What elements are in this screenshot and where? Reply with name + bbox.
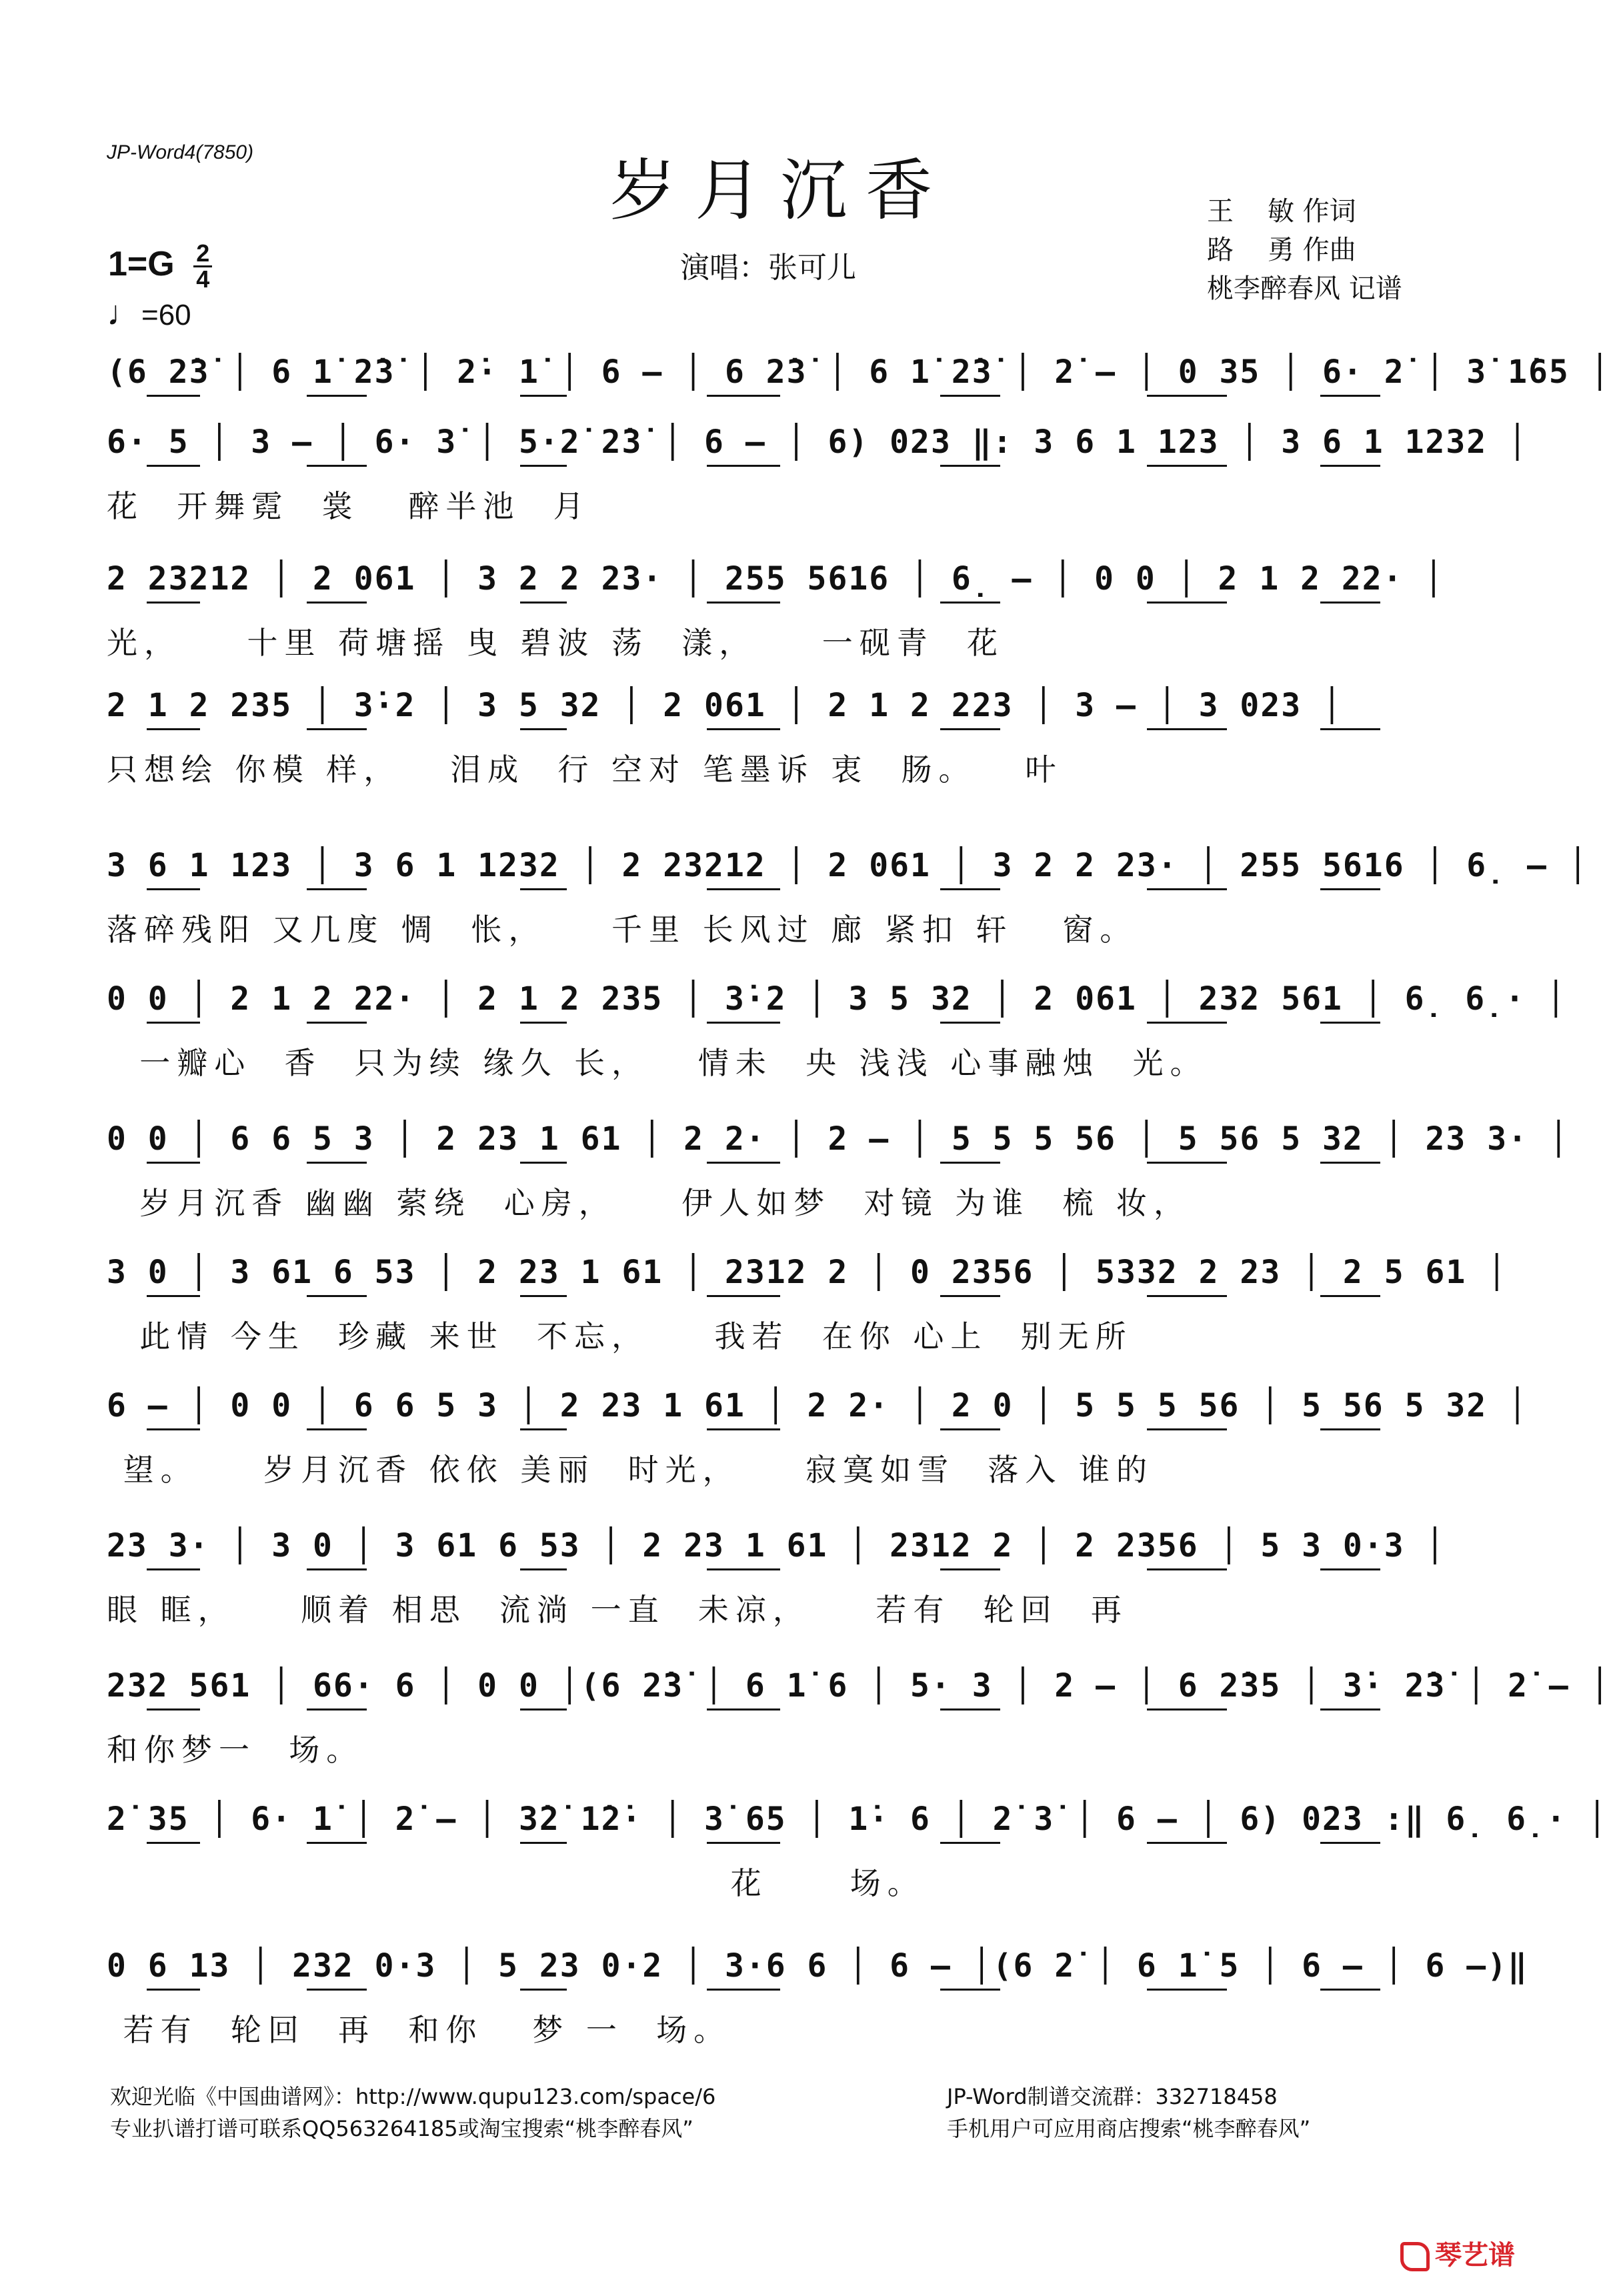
footer-right [947,2081,1310,2145]
beam-underlines [107,465,1447,477]
notation-line: 23 3· │ 3 0 │ 3 61 6 53 │ 2 23 1 61 │ 2312 2 │ 2 2356 │ 5 3 0·3 │ [107,1527,1446,1564]
beam-underline [707,1842,780,1844]
lyric-line: 落碎残阳 又几度 惆 怅， 千里 长风过 廊 紧扣 轩 窗。 [107,912,1138,948]
beam-underline [1320,1708,1380,1710]
beam-underline [940,1989,1000,1991]
beam-underline [520,1428,567,1430]
beam-underline [707,602,780,604]
beam-underline [307,1428,367,1430]
tempo-marking [107,293,191,333]
software-label: JP-Word4(7850) [107,141,254,163]
score-system [107,1120,1570,1221]
beam-underline [147,1295,200,1297]
beam-underline [520,395,567,397]
footer-website-line: 欢迎光临《中国曲谱网》：http://www.qupu123.com/space/6 [110,2084,716,2109]
lyric-line: 只想绘 你模 样， 泪成 行 空对 笔墨诉 衷 肠。 叶 [107,752,1063,788]
beam-underline [520,1989,567,1991]
beam-underline [307,728,367,730]
score-system [107,1801,1608,1901]
beam-underline [1147,1842,1227,1844]
footer-group-line: JP-Word制谱交流群：332718458 [947,2084,1278,2109]
lyric-line: 一瓣心 香 只为续 缘久 长， 情未 央 浅浅 心事融烛 光。 [107,1045,1208,1081]
notation-line: 3 0 │ 3 61 6 53 │ 2 23 1 61 │ 2312 2 │ 0 2356 │ 5332 2 23 │ 2 5 61 │ [107,1254,1508,1291]
beam-underline [307,1842,367,1844]
beam-underline [1147,1568,1227,1570]
singer-label: 演唱：张可儿 [680,251,856,285]
beam-underline [1320,1989,1380,1991]
beam-underline [147,1022,200,1024]
beam-underline [1147,728,1227,730]
beam-underline [707,1022,780,1024]
beam-underline [147,1842,200,1844]
beam-underline [940,1842,1000,1844]
transcriber-credit: 桃李醉春风 记谱 [1207,273,1402,304]
beam-underline [1320,1162,1380,1164]
beam-underlines [107,1568,1447,1580]
beam-underline [147,395,200,397]
notation-line: 0 0 │ 6 6 5 3 │ 2 23 1 61 │ 2 2· │ 2 – │ 5 5 5 56 │ 5 56 5 32 │ 23 3· │ [107,1120,1570,1158]
beam-underlines [107,728,1447,740]
time-signature-top: 2 [193,241,212,267]
beam-underline [707,395,780,397]
beam-underline [307,602,367,604]
beam-underline [940,728,1000,730]
beam-underline [307,1708,367,1710]
beam-underline [1320,1428,1380,1430]
beam-underline [940,1295,1000,1297]
beam-underline [1320,602,1380,604]
beam-underline [147,1989,200,1991]
score-system [107,1667,1611,1768]
key-label: 1=G [108,245,175,284]
lyric-line: 花 开舞霓 裳 醉半池 月 [107,488,591,524]
notation-line: 2 1 2 235 │ 3̇·2 │ 3 5 32 │ 2 061 │ 2 1 2 223 │ 3 – │ 3 023 │ [107,687,1343,724]
beam-underline [707,1708,780,1710]
beam-underline [520,1568,567,1570]
beam-underline [147,1162,200,1164]
beam-underline [307,395,367,397]
footer-left [110,2081,715,2145]
beam-underline [520,602,567,604]
beam-underlines [107,1022,1447,1034]
logo-mark-icon [1400,2242,1430,2271]
beam-underlines [107,1162,1447,1174]
score-system [107,1947,1528,2048]
key-signature [108,241,212,291]
beam-underline [520,888,567,890]
beam-underline [1147,1022,1227,1024]
notation-line: 6 – │ 0 0 │ 6 6 5 3 │ 2 23 1 61 │ 2 2· │ 2 0 │ 5 5 5 56 │ 5 56 5 32 │ [107,1387,1528,1424]
notation-line: 0 6 13 │ 232 0·3 │ 5 23 0·2 │ 3·6 6 │ 6 – │(6 2̇ │ 6 1̇ 5 │ 6 – │ 6 –)‖ [107,1947,1528,1985]
composer-credit: 路 勇 作曲 [1207,235,1356,265]
beam-underline [707,1428,780,1430]
beam-underline [940,888,1000,890]
beam-underline [147,602,200,604]
page-title: 岁月沉香 [609,151,951,229]
lyric-line: 若有 轮回 再 和你 梦 一 场。 [107,2012,731,2048]
beam-underline [940,1568,1000,1570]
notation-line: (6 2̇3̇ │ 6 1̇ 2̇3̇ │ 2̇· 1̇ │ 6 – │ 6 2̇3̇ │ 6 1̇ 2̇3̇ │ 2̇ – │ 0 35 │ 6· 2̇ │ 3̇ 1̇65 │ [107,353,1611,391]
beam-underline [1147,1428,1227,1430]
lyric-line: 眼 眶， 顺着 相思 流淌 一直 未凉， 若有 轮回 再 [107,1592,1128,1628]
beam-underlines [107,395,1447,407]
beam-underline [940,1022,1000,1024]
beam-underlines [107,888,1447,900]
beam-underline [307,465,367,467]
beam-underline [307,1022,367,1024]
score-system [107,687,1447,788]
score-system [107,1387,1528,1488]
beam-underline [1320,465,1380,467]
beam-underline [940,1428,1000,1430]
beam-underline [147,1708,200,1710]
beam-underline [147,465,200,467]
site-logo [1400,2234,1515,2272]
beam-underline [147,1428,200,1430]
score-system [107,560,1447,661]
time-signature [193,241,212,291]
beam-underline [307,1568,367,1570]
time-signature-bottom: 4 [196,265,210,293]
beam-underline [147,728,200,730]
score-system [107,847,1589,948]
lyric-line: 和你梦一 场。 [107,1732,364,1768]
score-system [107,1254,1508,1354]
score-system [107,980,1567,1081]
beam-underline [520,1708,567,1710]
notation-line: 232 561 │ 66· 6 │ 0 0 │(6 2̇3̇ │ 6 1̇ 6 │ 5· 3 │ 2 – │ 6 2̇35 │ 3̇· 2̇3̇ │ 2̇ – │ [107,1667,1611,1704]
beam-underline [307,1295,367,1297]
tempo-value: =60 [141,299,191,331]
beam-underline [1147,602,1227,604]
beam-underline [1147,888,1227,890]
footer-app-line: 手机用户可应用商店搜索“桃李醉春风” [947,2116,1311,2141]
beam-underline [147,1568,200,1570]
beam-underline [1320,1842,1380,1844]
beam-underline [940,602,1000,604]
beam-underline [707,1162,780,1164]
beam-underline [940,1162,1000,1164]
beam-underline [307,1162,367,1164]
beam-underline [1320,728,1380,730]
notation-line: 0 0 │ 2 1 2 22· │ 2 1 2 235 │ 3̇·2 │ 3 5 32 │ 2 061 │ 232 561 │ 6̣ 6̣· │ [107,980,1567,1018]
beam-underline [940,1708,1000,1710]
lyric-line: 光， 十里 荷塘摇 曳 碧波 荡 漾， 一砚青 花 [107,625,1004,661]
beam-underline [1147,395,1227,397]
beam-underline [1320,888,1380,890]
beam-underline [707,1989,780,1991]
beam-underlines [107,1428,1447,1440]
beam-underlines [107,1989,1447,2001]
beam-underlines [107,1842,1447,1854]
beam-underline [707,1295,780,1297]
lyric-line: 花 场。 [107,1865,925,1901]
footer-contact-line: 专业扒谱打谱可联系QQ563264185或淘宝搜索“桃李醉春风” [110,2116,693,2141]
beam-underline [520,1842,567,1844]
beam-underline [940,465,1000,467]
beam-underline [1320,1295,1380,1297]
beam-underline [520,465,567,467]
beam-underline [1147,1162,1227,1164]
notation-line: 2 23212 │ 2 061 │ 3 2 2 23· │ 255 5616 │ 6̣ – │ 0 0 │ 2 1 2 22· │ [107,560,1445,598]
beam-underline [707,1568,780,1570]
notation-line: 2̇ 35 │ 6· 1̇ │ 2̇ – │ 3̇2̇ 1̇2̇· │ 3̇ 65 │ 1̇· 6 │ 2̇ 3̇ │ 6 – │ 6) 023 :‖ 6̣ 6̣· │ [107,1801,1608,1838]
logo-text: 琴艺谱 [1435,2240,1515,2271]
beam-underlines [107,1295,1447,1307]
beam-underline [1147,1295,1227,1297]
lyric-line: 此情 今生 珍藏 来世 不忘， 我若 在你 心上 别无所 [107,1318,1133,1354]
score-system [107,1527,1447,1628]
beam-underline [520,1295,567,1297]
quarter-note-icon: ♩ [107,294,141,333]
beam-underline [707,728,780,730]
beam-underline [1320,1568,1380,1570]
beam-underlines [107,602,1447,614]
beam-underline [940,395,1000,397]
beam-underline [1147,465,1227,467]
beam-underline [1147,1708,1227,1710]
beam-underline [707,465,780,467]
beam-underline [520,1162,567,1164]
lyric-line: 岁月沉香 幽幽 萦绕 心房， 伊人如梦 对镜 为谁 梳 妆， [107,1185,1191,1221]
credits [1207,192,1402,308]
beam-underline [307,888,367,890]
notation-line: 3 6 1 123 │ 3 6 1 1232 │ 2 23212 │ 2 061 │ 3 2 2 23· │ 255 5616 │ 6̣ – │ [107,847,1589,884]
beam-underline [1147,1989,1227,1991]
beam-underline [147,888,200,890]
lyric-line: 望。 岁月沉香 依依 美丽 时光， 寂寞如雪 落入 谁的 [107,1452,1154,1488]
beam-underline [520,728,567,730]
beam-underline [1320,1022,1380,1024]
beam-underline [307,1989,367,1991]
beam-underline [707,888,780,890]
beam-underline [1320,395,1380,397]
beam-underline [520,1022,567,1024]
beam-underlines [107,1708,1447,1720]
lyricist-credit: 王 敏 作词 [1207,196,1356,227]
notation-line: 6· 5 │ 3 – │ 6· 3̇ │ 5·2̇ 2̇3̇ │ 6 – │ 6) 023 ‖: 3 6 1 123 │ 3 6 1 1232 │ [107,423,1528,461]
score-system [107,423,1528,524]
